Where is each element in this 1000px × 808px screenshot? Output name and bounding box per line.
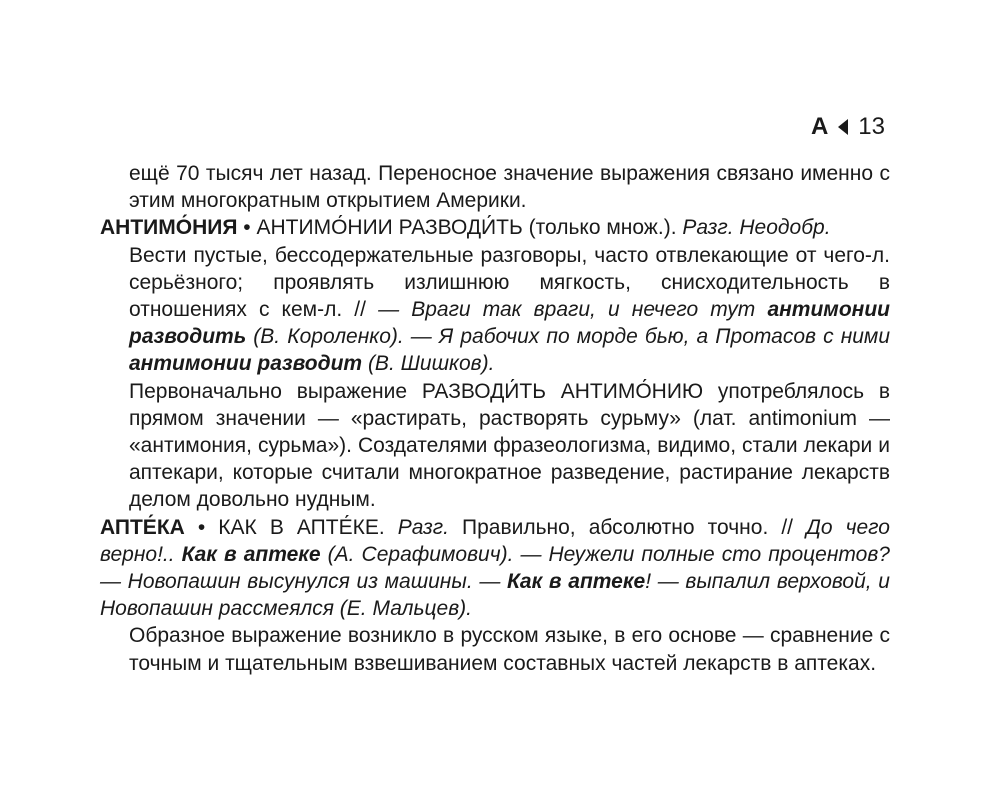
continuation-paragraph xyxy=(100,160,890,214)
etymology-text: Первоначально выражение xyxy=(129,379,408,403)
quote-text: До чего верно!.. xyxy=(100,515,890,566)
quote-idiom: Как в аптеке xyxy=(507,570,646,594)
etymology-paragraph xyxy=(100,378,890,514)
idiom: КАК В АПТЕ́КЕ. xyxy=(218,515,385,539)
entry-antimoniya-body xyxy=(100,242,890,378)
etymology-text: Образное выражение возникло в русском языке, в его основе — сравнение с точным и тщательным взвешиванием составных частей лекарств в аптеках. xyxy=(129,624,890,675)
style-mark: Разг. xyxy=(397,515,449,539)
quote-text: (А. Серафимович). — Неужели полные сто процентов? — Новопашин высунулся из машины. — xyxy=(100,542,890,594)
style-marks: Разг. Неодобр. xyxy=(682,216,831,240)
bullet: • xyxy=(243,216,251,240)
headword: АНТИМО́НИЯ xyxy=(100,216,238,240)
grammar-note: (только множ.). xyxy=(528,216,677,240)
quote-idiom: антимонии разводит xyxy=(129,352,363,376)
quote-idiom: Как в аптеке xyxy=(181,542,321,566)
page-header xyxy=(811,113,885,141)
idiom: АНТИМО́НИИ РАЗВОДИ́ТЬ xyxy=(256,216,523,240)
quote-idiom: антимонии разводить xyxy=(129,298,891,349)
entry-antimoniya xyxy=(100,214,890,241)
continuation-text: ещё 70 тысяч лет назад. Переносное значение выражения связано именно с этим многократным открытием Америки. xyxy=(129,162,890,213)
etymology-text: употреблялось в прямом значении — «растирать, растворять сурьму» (лат. antimonium — «антимония, сурьма»). Создателями фразеологизма, видимо, стали лекари и аптекари, которые считали многократное разведение, растирание лекарств делом довольно нудным. xyxy=(129,379,890,512)
quote-source: ! — выпалил верховой, и Новопашин рассмеялся (Е. Мальцев). xyxy=(100,570,890,621)
quote-text: (В. Короленко). — Я рабочих по морде бью, а Протасов с ними xyxy=(253,325,890,349)
page-number: 13 xyxy=(858,113,885,140)
quote-text: — Враги так враги, и нечего тут xyxy=(378,298,756,322)
definition: Вести пустые, бессодержательные разговоры, часто отвлекающие от чего-л. серьёзного; проявлять излишнюю мягкость, снисходительность в отношениях с кем-л. // xyxy=(129,243,890,322)
bullet: • xyxy=(197,515,206,539)
etymology-paragraph xyxy=(100,622,890,676)
entry-apteka xyxy=(100,514,890,623)
triangle-left-icon xyxy=(838,119,848,135)
headword: АПТЕ́КА xyxy=(100,515,185,539)
section-letter: А xyxy=(810,113,829,140)
page-content xyxy=(100,160,890,677)
definition: Правильно, абсолютно точно. // xyxy=(462,515,794,539)
etymology-idiom: РАЗВОДИ́ТЬ АНТИМО́НИЮ xyxy=(421,379,704,403)
quote-source: (В. Шишков). xyxy=(367,352,495,376)
